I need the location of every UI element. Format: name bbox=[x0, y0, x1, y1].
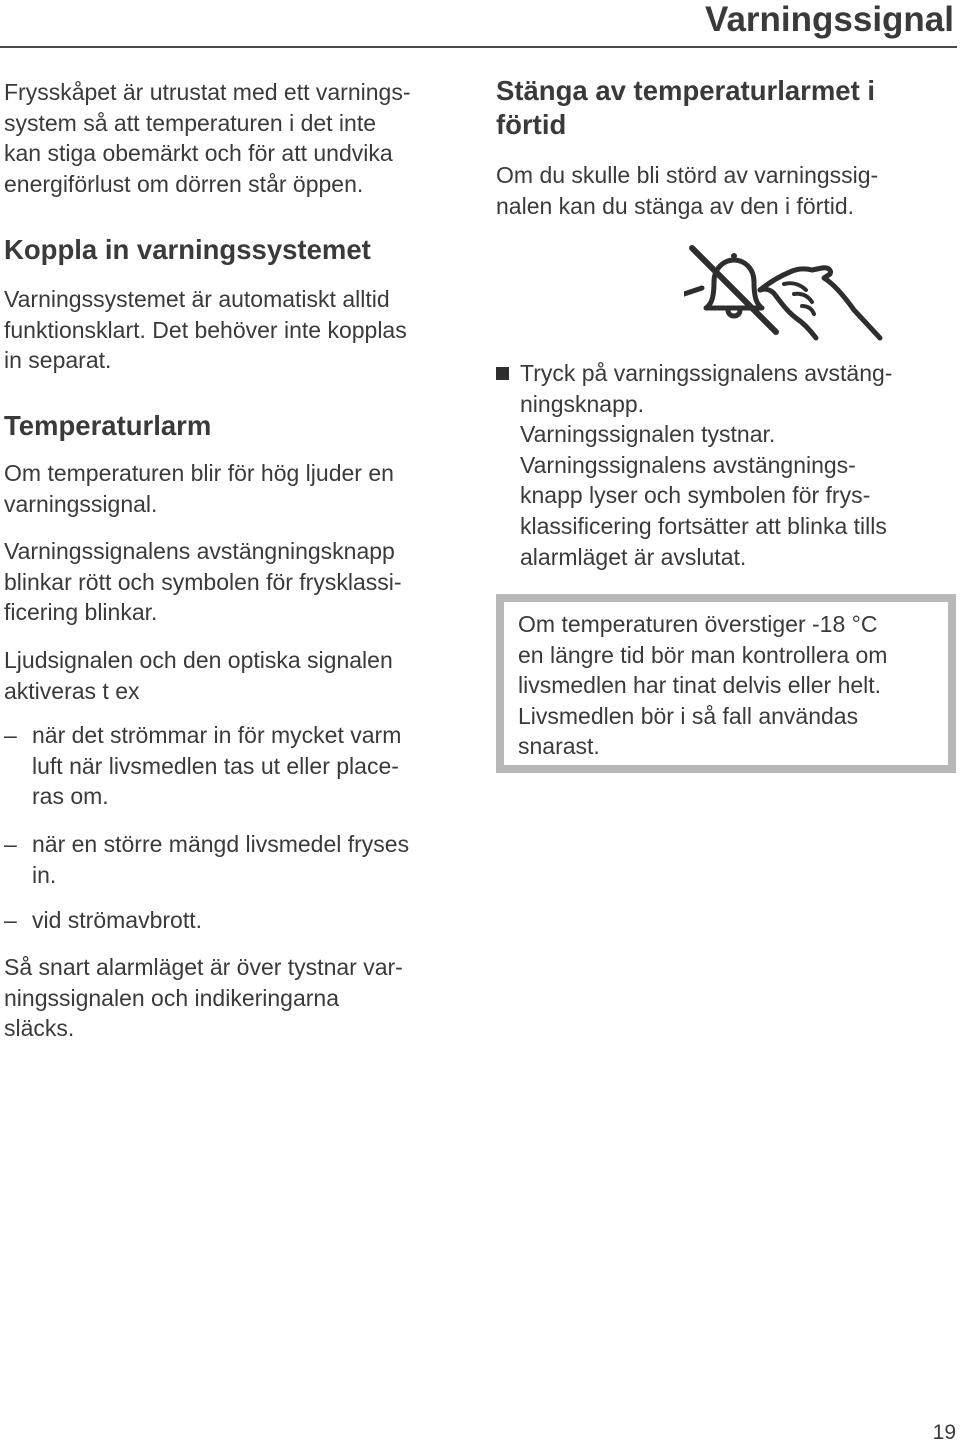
page-number: 19 bbox=[932, 1421, 956, 1444]
temperaturlarm-paragraph-2: Varningssignalens avstängningsknapp blinkar rött och symbolen för frysklassi- ficering blinkar. bbox=[4, 538, 402, 626]
dash-marker: – bbox=[4, 831, 17, 857]
stanga-heading: Stänga av temperaturlarmet i förtid bbox=[496, 75, 876, 140]
header-rule bbox=[0, 46, 957, 48]
dash-marker: – bbox=[4, 907, 17, 933]
list-item-text: vid strömavbrott. bbox=[32, 907, 202, 933]
warning-box bbox=[496, 594, 956, 773]
temperaturlarm-heading: Temperaturlarm bbox=[4, 410, 212, 441]
list-item-text: när en större mängd livsmedel fryses in. bbox=[32, 831, 410, 888]
bullet-square-icon bbox=[496, 367, 509, 380]
stanga-intro: Om du skulle bli störd av varningssig- nalen kan du stänga av den i förtid. bbox=[496, 162, 879, 219]
warning-text: Om temperaturen överstiger -18 °C en längre tid bör man kontrollera om livsmedlen har tinat delvis eller helt. Livsmedlen bör i så fall användas snarast. bbox=[518, 611, 888, 760]
intro-paragraph: Frysskåpet är utrustat med ett varnings- system så att temperaturen i det inte kan stiga obemärkt och för att undvika energiförlust om dörren står öppen. bbox=[4, 79, 411, 197]
temperaturlarm-paragraph-3: Ljudsignalen och den optiska signalen aktiveras t ex bbox=[4, 647, 393, 704]
koppla-heading: Koppla in varningssystemet bbox=[4, 234, 371, 265]
instruction-step-text: Tryck på varningssignalens avstäng- ningsknapp. Varningssignalen tystnar. Varningssignalens avstängnings- knapp lyser och symbolen för frys- klassificering fortsätter att blinka tills alarmläget är avslutat. bbox=[520, 360, 893, 570]
page-title: Varningssignal bbox=[705, 0, 954, 39]
dash-marker: – bbox=[4, 722, 17, 748]
bell-crossed-hand-press-icon bbox=[684, 238, 884, 342]
closing-paragraph: Så snart alarmläget är över tystnar var- ningssignalen och indikeringarna släcks. bbox=[4, 954, 403, 1042]
list-item-text: när det strömmar in för mycket varm luft när livsmedlen tas ut eller place- ras om. bbox=[32, 722, 402, 810]
temperaturlarm-paragraph-1: Om temperaturen blir för hög ljuder en varningssignal. bbox=[4, 460, 394, 517]
koppla-paragraph: Varningssystemet är automatiskt alltid funktionsklart. Det behöver inte kopplas in separat. bbox=[4, 286, 407, 374]
